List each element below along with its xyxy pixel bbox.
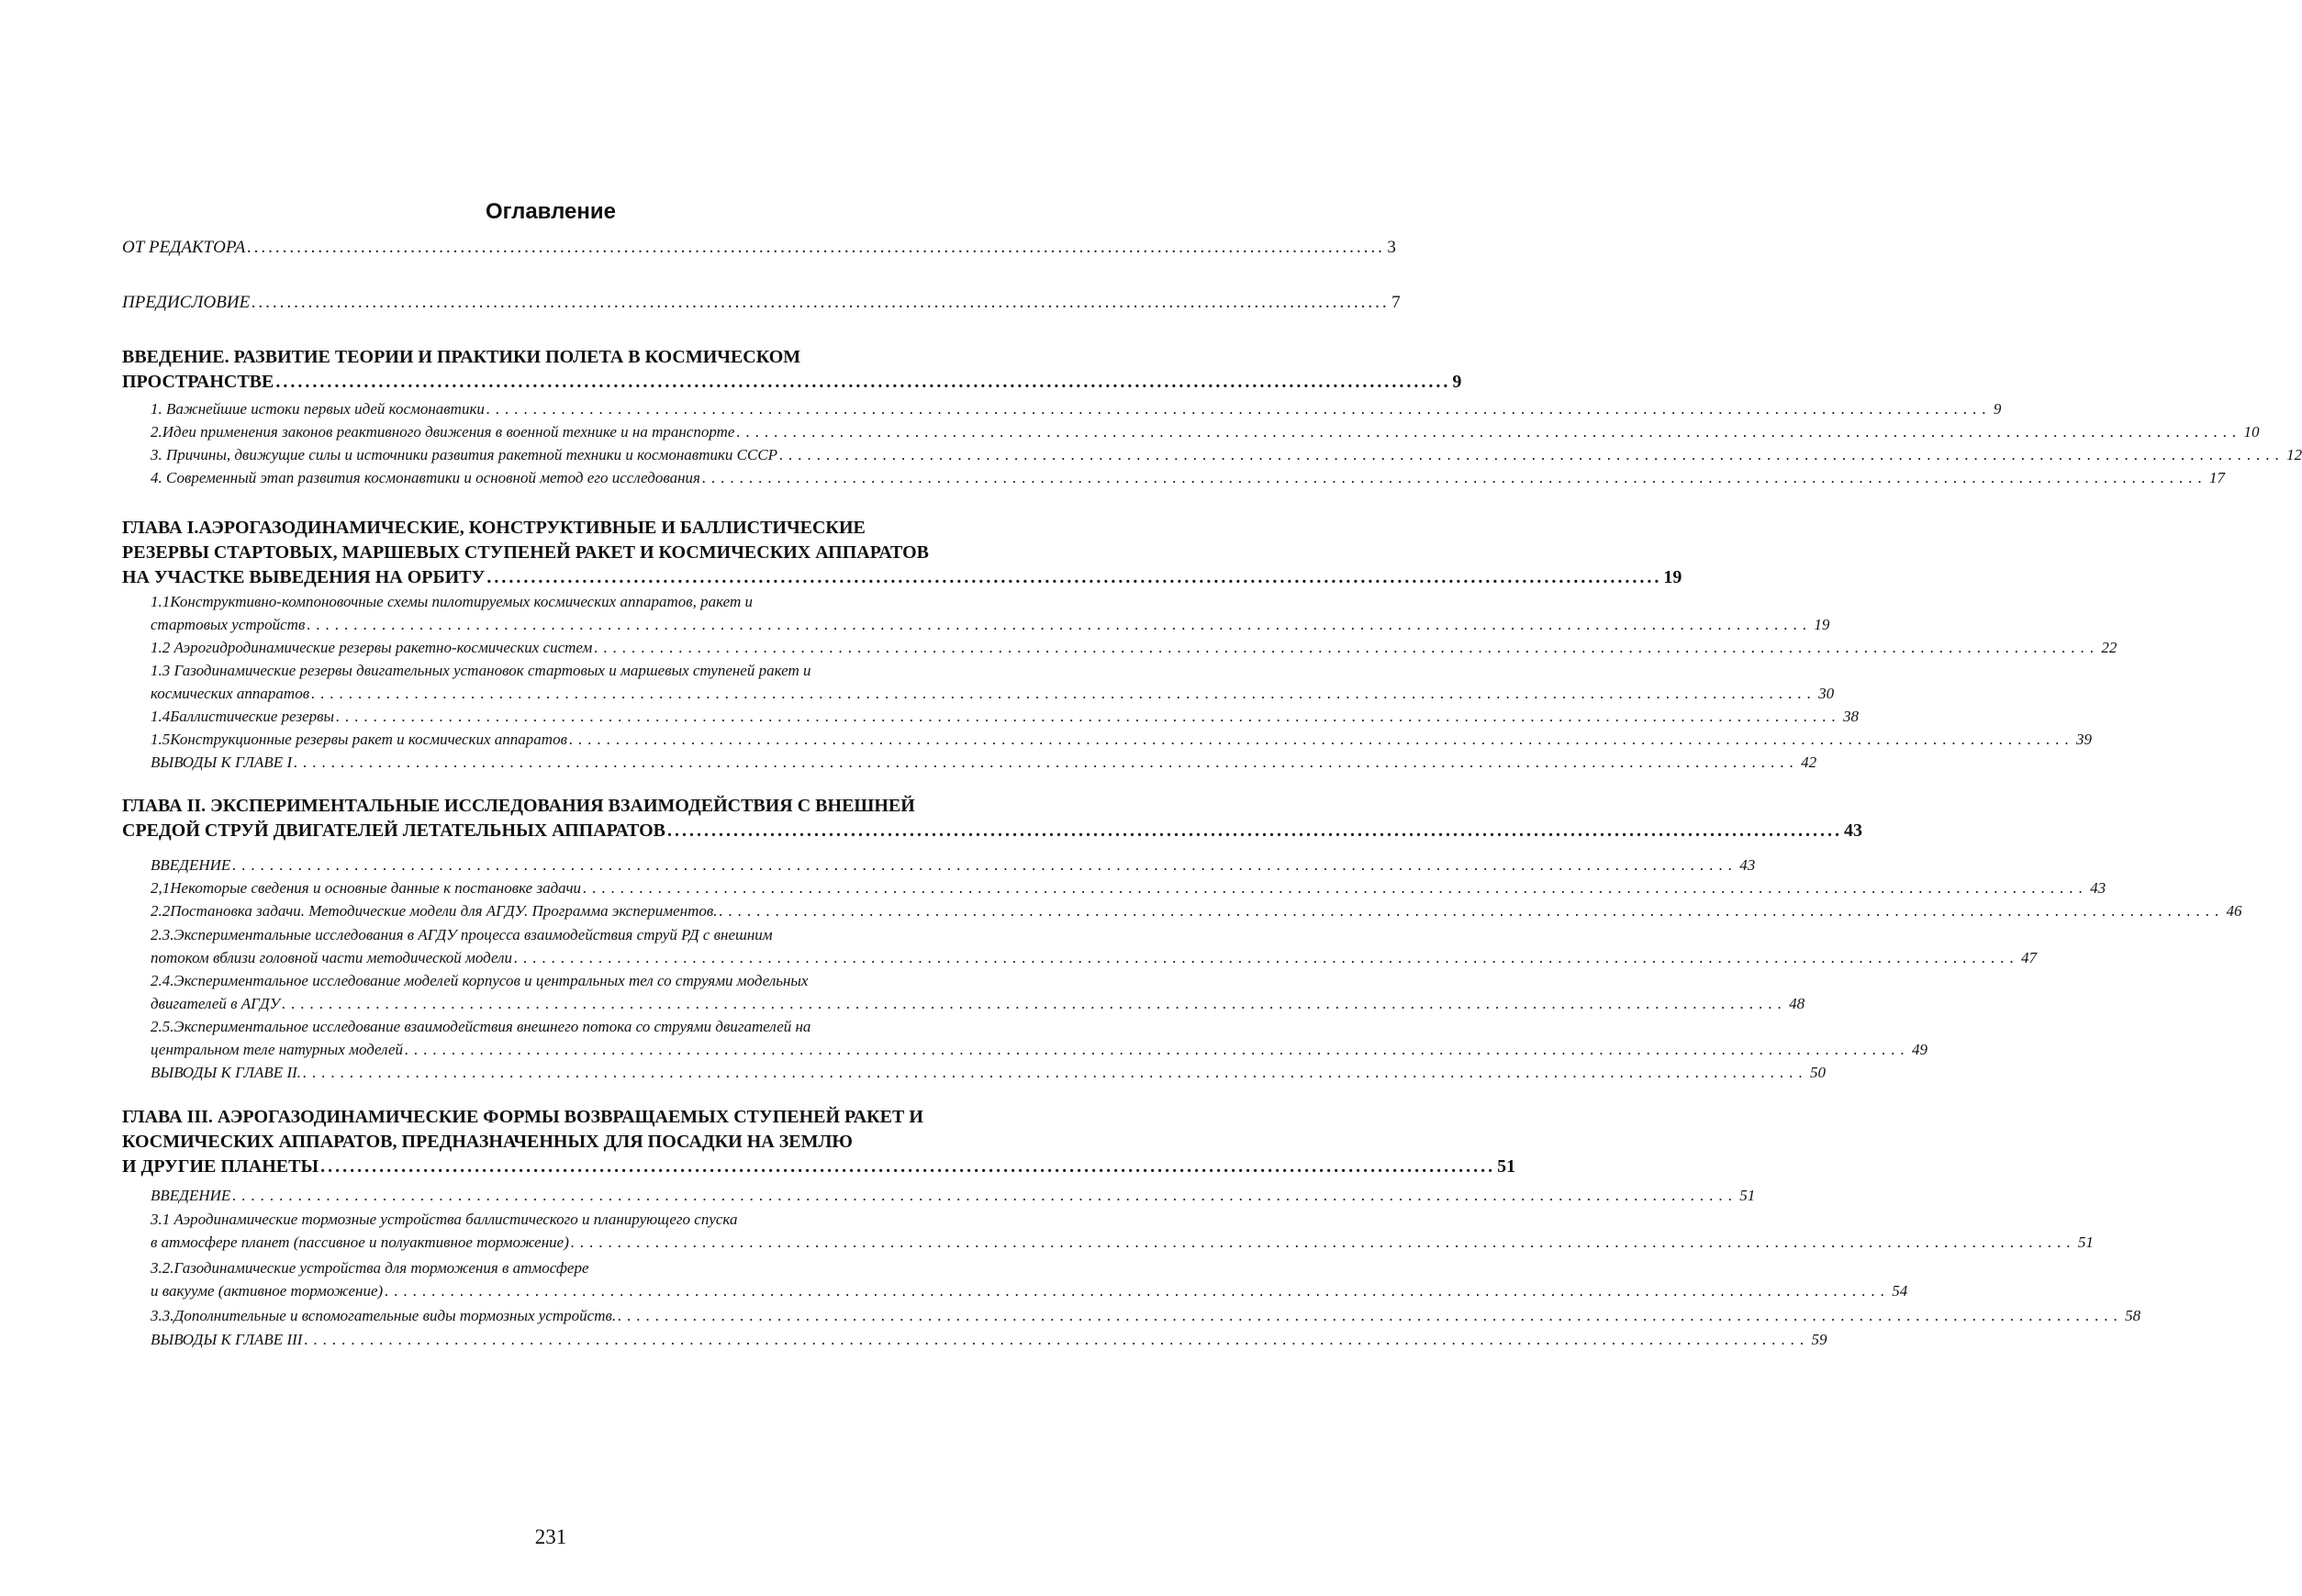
entry-page: 50 [1810, 1064, 1827, 1081]
toc-entry [151, 1184, 1756, 1207]
dot-leader: ................................................................................................................................................................ [618, 1307, 2124, 1324]
chapter-title-line: СРЕДОЙ СТРУЙ ДВИГАТЕЛЕЙ ЛЕТАТЕЛЬНЫХ АППАРАТОВ [122, 820, 665, 841]
dot-leader: ................................................................................................................................................................ [719, 902, 2225, 920]
chapter-title-line: ГЛАВА II. ЭКСПЕРИМЕНТАЛЬНЫЕ ИССЛЕДОВАНИЯ ВЗАИМОДЕЙСТВИЯ С ВНЕШНЕЙ [122, 796, 915, 816]
toc-entry [151, 590, 1830, 636]
entry-title: ВЫВОДЫ К ГЛАВЕ III [151, 1331, 303, 1348]
entry-title: 2.Идеи применения законов реактивного движения в военной технике и на транспорте [151, 423, 735, 441]
entry-page: 51 [1739, 1187, 1756, 1204]
toc-entry [151, 659, 1835, 705]
entry-title: 3.3.Дополнительные и вспомогательные виды тормозных устройств. [151, 1307, 617, 1324]
entry-title: двигателей в АГДУ [151, 995, 281, 1012]
chapter-title-line: ГЛАВА I.АЭРОГАЗОДИНАМИЧЕСКИЕ, КОНСТРУКТИВНЫЕ И БАЛЛИСТИЧЕСКИЕ [122, 518, 866, 538]
chapter-title-line: НА УЧАСТКЕ ВЫВЕДЕНИЯ НА ОРБИТУ [122, 567, 486, 587]
entry-page: 38 [1843, 708, 1860, 725]
entry-title-line: 3.2.Газодинамические устройства для торможения в атмосфере [151, 1259, 589, 1277]
dot-leader: ................................................................................................................................................................ [311, 685, 1817, 702]
dot-leader: ................................................................................................................................................................ [282, 995, 1788, 1012]
toc-entry [151, 876, 2106, 899]
chapter-title-line: ГЛАВА III. АЭРОГАЗОДИНАМИЧЕСКИЕ ФОРМЫ ВОЗВРАЩАЕМЫХ СТУПЕНЕЙ РАКЕТ И [122, 1107, 923, 1127]
dot-leader: ................................................................................................................................................................ [275, 372, 1451, 392]
toc-entry [151, 1208, 2094, 1254]
chapter-title-line: КОСМИЧЕСКИХ АППАРАТОВ, ПРЕДНАЗНАЧЕННЫХ ДЛЯ ПОСАДКИ НА ЗЕМЛЮ [122, 1132, 853, 1152]
entry-title: потоком вблизи головной части методической модели [151, 949, 513, 966]
toc-entry [151, 1328, 1827, 1351]
dot-leader: ................................................................................................................................................................ [666, 820, 1842, 841]
chapter-page: 51 [1497, 1156, 1516, 1177]
dot-leader: ................................................................................................................................................................ [736, 423, 2242, 441]
toc-entry [151, 420, 2260, 443]
entry-title-line: 3.1 Аэродинамические тормозные устройства баллистического и планирующего спуска [151, 1211, 738, 1228]
entry-page: 12 [2286, 446, 2302, 463]
toc-entry [151, 466, 2225, 489]
dot-leader: ................................................................................................................................................................ [583, 879, 2089, 897]
toc-entry [151, 1256, 1908, 1302]
entry-page: 54 [1892, 1282, 1908, 1300]
entry-title-line: 2.4.Экспериментальное исследование моделей корпусов и центральных тел со струями модельных [151, 972, 809, 989]
entry-title: ВВЕДЕНИЕ [151, 856, 231, 874]
entry-page: 48 [1789, 995, 1805, 1012]
chapter-page: 19 [1663, 567, 1682, 587]
entry-title: центральном теле натурных моделей [151, 1041, 404, 1058]
entry-title: 4. Современный этап развития космонавтики и основной метод его исследования [151, 469, 700, 486]
toc-chapter-2 [122, 794, 1862, 843]
dot-leader: ................................................................................................................................................................ [251, 293, 1391, 312]
entry-page: 43 [2090, 879, 2106, 897]
entry-page: 17 [2208, 469, 2225, 486]
section-page: 9 [1452, 372, 1462, 392]
entry-page: 7 [1391, 293, 1401, 312]
dot-leader: ................................................................................................................................................................ [405, 1041, 1911, 1058]
dot-leader: ................................................................................................................................................................ [336, 708, 1842, 725]
dot-leader: ................................................................................................................................................................ [514, 949, 2020, 966]
entry-page: 49 [1912, 1041, 1928, 1058]
entry-title: 2,1Некоторые сведения и основные данные к постановке задачи [151, 879, 582, 897]
chapter-title-line: И ДРУГИЕ ПЛАНЕТЫ [122, 1156, 319, 1177]
entry-title: ВЫВОДЫ К ГЛАВЕ II. [151, 1064, 302, 1081]
toc-entry [151, 443, 2302, 466]
entry-title: ОТ РЕДАКТОРА [122, 238, 246, 257]
toc-entry [151, 969, 1805, 1015]
entry-page: 9 [1993, 400, 2002, 418]
entry-title: в атмосфере планет (пассивное и полуактивное торможение) [151, 1233, 569, 1251]
dot-leader: ................................................................................................................................................................ [303, 1064, 1809, 1081]
entry-title: 2.2Постановка задачи. Методические модели для АГДУ. Программа экспериментов. [151, 902, 718, 920]
entry-page: 22 [2101, 639, 2118, 656]
entry-page: 43 [1739, 856, 1756, 874]
toc-entry-editor [122, 235, 1396, 260]
entry-page: 51 [2077, 1233, 2094, 1251]
entry-title: ПРЕДИСЛОВИЕ [122, 293, 251, 312]
toc-entry [151, 751, 1817, 774]
dot-leader: ................................................................................................................................................................ [320, 1156, 1496, 1177]
dot-leader: ................................................................................................................................................................ [486, 567, 1662, 587]
toc-chapter-3 [122, 1105, 1516, 1179]
dot-leader: ................................................................................................................................................................ [247, 238, 1386, 257]
entry-title: 1. Важнейшие истоки первых идей космонавтики [151, 400, 485, 418]
entry-title: 3. Причины, движущие силы и источники развития ракетной техники и космонавтики СССР [151, 446, 778, 463]
dot-leader: ................................................................................................................................................................ [486, 400, 1992, 418]
entry-title: 1.2 Аэрогидродинамические резервы ракетно-космических систем [151, 639, 593, 656]
entry-title-line: 1.1Конструктивно-компоновочные схемы пилотируемых космических аппаратов, ракет и [151, 593, 754, 610]
section-title-line: ВВЕДЕНИЕ. РАЗВИТИЕ ТЕОРИИ И ПРАКТИКИ ПОЛЕТА В КОСМИЧЕСКОМ [122, 347, 801, 367]
toc-section-intro [122, 345, 1462, 395]
entry-page: 58 [2125, 1307, 2141, 1324]
dot-leader: ................................................................................................................................................................ [568, 731, 2074, 748]
toc-entry [151, 1304, 2141, 1327]
dot-leader: ................................................................................................................................................................ [304, 1331, 1810, 1348]
dot-leader: ................................................................................................................................................................ [701, 469, 2207, 486]
toc-entry [151, 728, 2092, 751]
dot-leader: ................................................................................................................................................................ [307, 616, 1813, 633]
chapter-page: 43 [1843, 820, 1862, 841]
entry-page: 42 [1801, 753, 1817, 771]
entry-title-line: 1.3 Газодинамические резервы двигательных установок стартовых и маршевых ступеней ракет и [151, 662, 811, 679]
toc-entry [151, 899, 2242, 922]
entry-title: 1.4Баллистические резервы [151, 708, 335, 725]
entry-title: ВЫВОДЫ К ГЛАВЕ I [151, 753, 293, 771]
toc-entry [151, 1015, 1928, 1061]
entry-page: 59 [1811, 1331, 1827, 1348]
entry-title-line: 2.5.Экспериментальное исследование взаимодействия внешнего потока со струями двигателей на [151, 1018, 811, 1035]
page-number: 231 [534, 1525, 567, 1548]
entry-title: космических аппаратов [151, 685, 310, 702]
entry-title: и вакууме (активное торможение) [151, 1282, 384, 1300]
entry-page: 39 [2075, 731, 2092, 748]
toc-entry [151, 1061, 1827, 1084]
toc-entry [151, 397, 2002, 420]
toc-entry [151, 636, 2118, 659]
toc-entry [151, 854, 1756, 876]
entry-page: 3 [1387, 238, 1396, 257]
entry-title: ВВЕДЕНИЕ [151, 1187, 231, 1204]
entry-page: 46 [2226, 902, 2242, 920]
entry-page: 30 [1818, 685, 1835, 702]
dot-leader: ................................................................................................................................................................ [385, 1282, 1891, 1300]
toc-entry [151, 705, 1860, 728]
toc-title: Оглавление [486, 199, 616, 224]
dot-leader: ................................................................................................................................................................ [570, 1233, 2076, 1251]
dot-leader: ................................................................................................................................................................ [294, 753, 1800, 771]
entry-title: 1.5Конструкционные резервы ракет и космических аппаратов [151, 731, 567, 748]
entry-title-line: 2.3.Экспериментальные исследования в АГДУ процесса взаимодействия струй РД с внешним [151, 926, 773, 943]
entry-page: 19 [1814, 616, 1830, 633]
dot-leader: ................................................................................................................................................................ [594, 639, 2100, 656]
entry-page: 47 [2021, 949, 2038, 966]
chapter-title-line: РЕЗЕРВЫ СТАРТОВЫХ, МАРШЕВЫХ СТУПЕНЕЙ РАКЕТ И КОСМИЧЕСКИХ АППАРАТОВ [122, 542, 930, 563]
toc-entry [151, 923, 2038, 969]
entry-page: 10 [2243, 423, 2260, 441]
section-title-line: ПРОСТРАНСТВЕ [122, 372, 274, 392]
entry-title: стартовых устройств [151, 616, 306, 633]
toc-entry-preface [122, 290, 1401, 315]
dot-leader: ................................................................................................................................................................ [232, 1187, 1738, 1204]
dot-leader: ................................................................................................................................................................ [779, 446, 2285, 463]
toc-chapter-1 [122, 516, 1682, 590]
dot-leader: ................................................................................................................................................................ [232, 856, 1738, 874]
